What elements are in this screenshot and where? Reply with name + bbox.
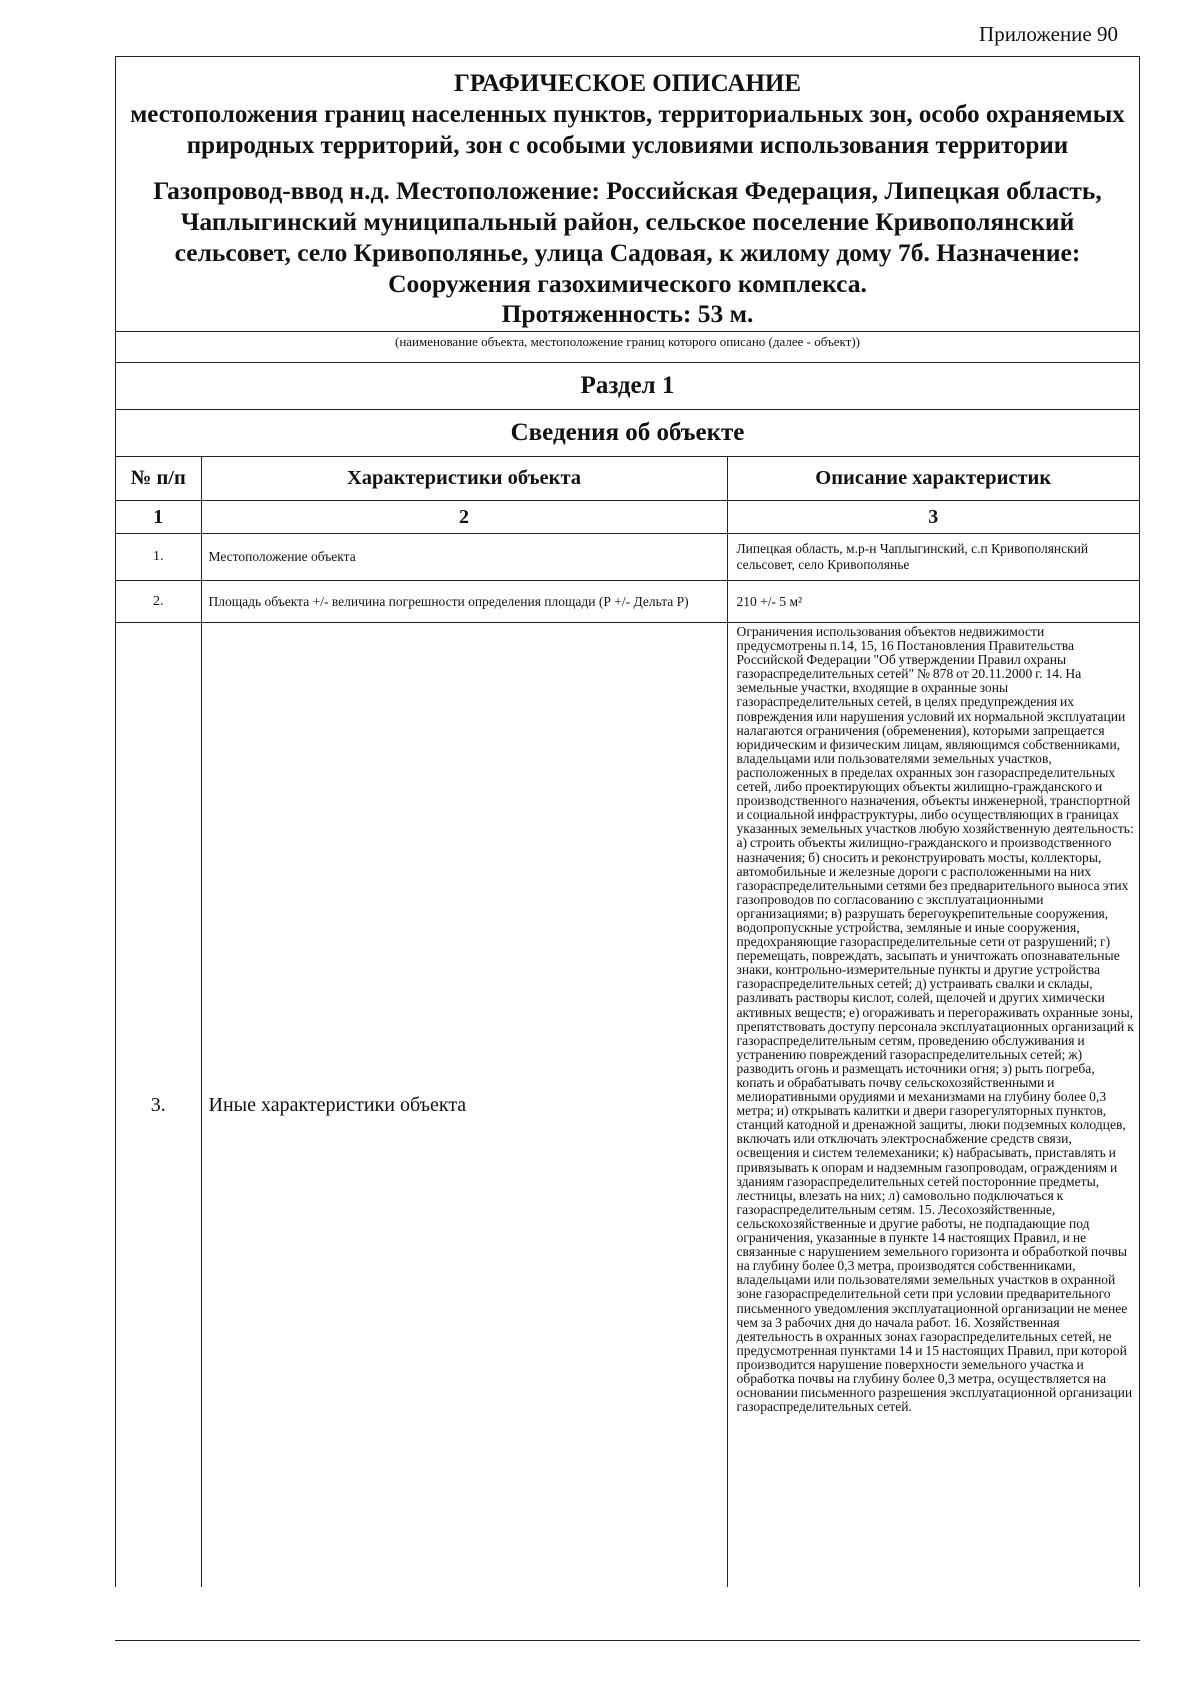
row-characteristic: Местоположение объекта [201,534,727,581]
column-number: 3 [727,501,1139,534]
row-description: 210 +/- 5 м² [727,581,1139,623]
table-header-row [116,457,1139,501]
section-subtitle: Сведения об объекте [116,409,1139,456]
appendix-label: Приложение 90 [979,22,1118,46]
document-frame [115,56,1140,1587]
object-description: Газопровод-ввод н.д. Местоположение: Российская Федерация, Липецкая область, Чаплыгинский муниципальный район, сельское поселение Кривополянский сельсовет, село Кривополянье, улица Садовая, к жилому дому 7б. Назначение: Сооружения газохимического комплекса. [153,176,1102,298]
section-title: Раздел 1 [116,362,1139,409]
column-number-row [116,501,1139,534]
header-characteristic: Характеристики объекта [201,457,727,501]
table-row [116,581,1139,623]
header-description: Описание характеристик [727,457,1139,501]
row-description: Ограничения использования объектов недвижимости предусмотрены п.14, 15, 16 Постановления Правительства Российской Федерации "Об утверждении Правил охраны газораспределительных сетей" № 878 от 20.11.2000 г. 14. На земельные участки, входящие в охранные зоны газораспределительных сетей, в целях предупреждения их повреждения или нарушения условий их нормальной эксплуатации налагаются ограничения (обременения), которыми запрещается юридическим и физическим лицам, являющимся собственниками, владельцами или пользователями земельных участков, расположенных в пределах охранных зон газораспределительных сетей, либо проектирующих объекты жилищно-гражданского и производственного назначения, объекты инженерной, транспортной и социальной инфраструктуры, либо осуществляющих в границах указанных земельных участков любую хозяйственную деятельность: а) строить объекты жилищно-гражданского и производственного назначения; б) сносить и реконструировать мосты, коллекторы, автомобильные и железные дороги с расположенными на них газораспределительными сетями без предварительного выноса этих газопроводов по согласованию с эксплуатационными организациями; в) разрушать берегоукрепительные сооружения, водопропускные устройства, земляные и иные сооружения, предохраняющие газораспределительные сети от разрушений; г) перемещать, повреждать, засыпать и уничтожать опознавательные знаки, контрольно-измерительные пункты и другие устройства газораспределительных сетей; д) устраивать свалки и склады, разливать растворы кислот, солей, щелочей и других химически активных веществ; е) огораживать и перегораживать охранные зоны, препятствовать доступу персонала эксплуатационных организаций к газораспределительным сетям, проведению обслуживания и устранению повреждений газораспределительных сетей; ж) разводить огонь и размещать источники огня; з) рыть погреба, копать и обрабатывать почву сельскохозяйственными и мелиоративными орудиями и механизмами на глубину более 0,3 метра; и) открывать калитки и двери газорегуляторных пунктов, станций катодной и дренажной защиты, люки подземных колодцев, включать или отключать электроснабжение средств связи, освещения и систем телемеханики; к) набрасывать, приставлять и привязывать к опорам и надземным газопроводам, ограждениям и зданиям газораспределительных сетей посторонние предметы, лестницы, влезать на них; л) самовольно подключаться к газораспределительным сетям. 15. Лесохозяйственные, сельскохозяйственные и другие работы, не подпадающие под ограничения, указанные в пункте 14 настоящих Правил, и не связанные с нарушением земельного горизонта и обработкой почвы на глубину более 0,3 метра, производятся собственниками, владельцами или пользователями земельных участков в охранной зоне газораспределительной сети при условии предварительного письменного уведомления эксплуатационной организации не менее чем за 3 рабочих дня до начала работ. 16. Хозяйственная деятельность в охранных зонах газораспределительных сетей, не предусмотренная пунктами 14 и 15 настоящих Правил, при которой производится нарушение поверхности земельного участка и обработка почвы на глубину более 0,3 метра, осуществляется на основании письменного разрешения эксплуатационной организации газораспределительных сетей. [727,623,1139,1588]
row-number: 1. [116,534,201,581]
header-num: № п/п [116,457,201,501]
row-description: Липецкая область, м.р-н Чаплыгинский, с.п Кривополянский сельсовет, село Кривополянье [727,534,1139,581]
object-info-table [116,456,1139,1587]
column-number: 1 [116,501,201,534]
row-characteristic: Иные характеристики объекта [201,623,727,1588]
row-number: 2. [116,581,201,623]
column-number: 2 [201,501,727,534]
document-title: ГРАФИЧЕСКОЕ ОПИСАНИЕ [453,70,802,97]
object-name-note: (наименование объекта, местоположение границ которого описано (далее - объект)) [116,331,1139,362]
table-bottom-border [115,1640,1140,1641]
table-row [116,534,1139,581]
object-length: Протяженность: 53 м. [501,299,754,328]
table-row [116,623,1139,1588]
row-number: 3. [116,623,201,1588]
document-subtitle: местоположения границ населенных пунктов, территориальных зон, особо охраняемых природных территорий, зон с особыми условиями использования территории [130,101,1125,159]
document-header [116,57,1139,331]
row-characteristic: Площадь объекта +/- величина погрешности определения площади (Р +/- Дельта Р) [201,581,727,623]
